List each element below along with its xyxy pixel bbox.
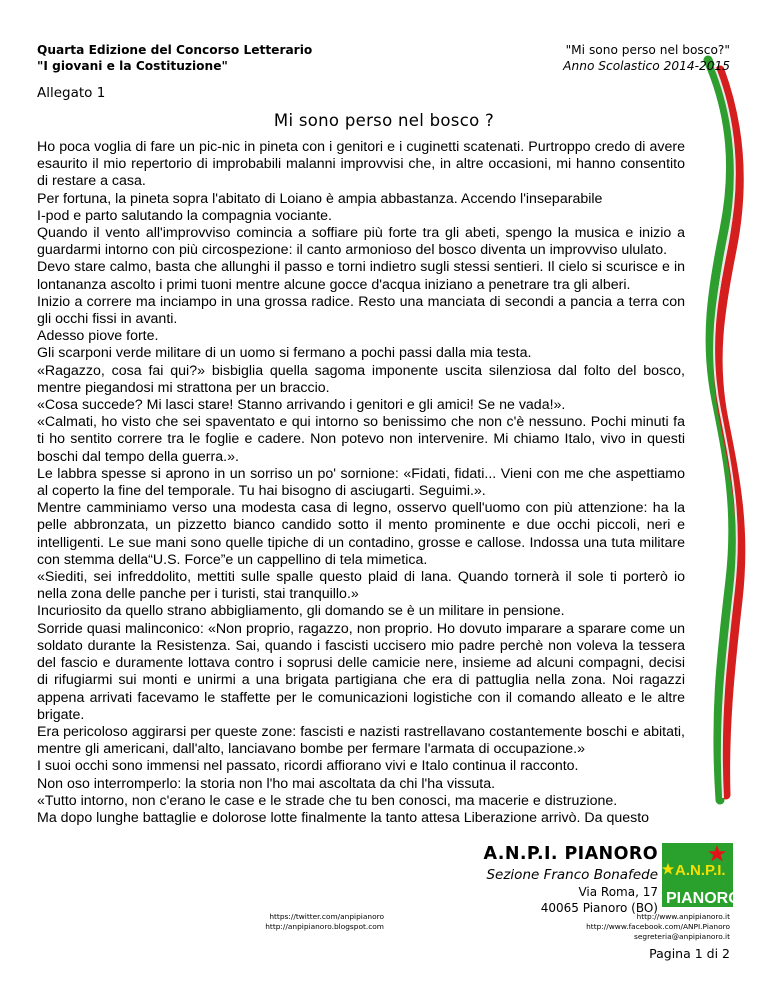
- twitter-link[interactable]: https://twitter.com/anpipianoro: [269, 912, 384, 921]
- paragraph: Sorride quasi malinconico: «Non proprio, ragazzo, non proprio. Ho dovuto imparare a sparare come un soldato durante la Resistenza. Sai, quando i fascisti uccisero mio padre perchè non voleva la tessera del fascio e duramente lottava contro i soprusi delle camicie nere, insieme ad alcuni compagni, decisi di rifugiarmi sui monti e unirmi a una brigata partigiana che era di pattuglia nella zona. Noi ragazzi appena arrivati facevamo le staffette per le comunicazioni logistiche con il comando alleato e le altre brigate.: [37, 620, 685, 723]
- paragraph: «Ragazzo, cosa fai qui?» bisbiglia quella sagoma imponente uscita silenziosa dal folto del bosco, mentre piegandosi mi strattona per un braccio.: [37, 362, 685, 396]
- website-link[interactable]: http://www.anpipianoro.it: [636, 912, 730, 921]
- page-number: Pagina 1 di 2: [649, 946, 730, 961]
- paragraph: I suoi occhi sono immensi nel passato, ricordi affiorano vivi e Italo continua il racconto.: [37, 758, 579, 775]
- address-city: 40065 Pianoro (BO): [540, 901, 658, 915]
- org-name: A.N.P.I. PIANORO: [483, 844, 658, 864]
- paragraph: «Siediti, sei infreddolito, mettiti sulle spalle questo plaid di lana. Quando tornerà il sole ti porterò io nella zona delle panche per i turisti, stai tranquillo.»: [37, 569, 685, 603]
- anpi-logo: [662, 843, 741, 907]
- contest-theme: "I giovani e la Costituzione": [37, 59, 228, 73]
- paragraph: «Cosa succede? Mi lasci stare! Stanno arrivando i genitori e gli amici! Se ne vada!».: [37, 397, 566, 414]
- school-year: Anno Scolastico 2014-2015: [563, 59, 730, 73]
- paragraph: Ho poca voglia di fare un pic-nic in pineta con i genitori e i cuginetti scatenati. Purtroppo credo di avere esaurito il mio repertorio di improbabili malanni improvvisi che, in altre occasioni, mi hanno consentito di restare a casa.: [37, 139, 685, 190]
- facebook-link[interactable]: http://www.facebook.com/ANPI.Pianoro: [586, 922, 730, 931]
- paragraph: Era pericoloso aggirarsi per queste zone: fascisti e nazisti rastrellavano costantemente boschi e abitati, mentre gli americani, dall'alto, lanciavano bombe per fermare l'armata di occupazione.»: [37, 723, 685, 758]
- blog-link[interactable]: http://anpipianoro.blogspot.com: [265, 922, 384, 931]
- paragraph: Non oso interromperlo: la storia non l'ho mai ascoltata da chi l'ha vissuta.: [37, 775, 496, 792]
- org-section: Sezione Franco Bonafede: [486, 867, 658, 883]
- paragraph: Inizio a correre ma inciampo in una grossa radice. Resto una manciata di secondi a pancia a terra con gli occhi fissi in avanti.: [37, 293, 685, 328]
- logo-top-text: A.N.P.I.: [675, 862, 726, 879]
- email-link[interactable]: segreteria@anpipianoro.it: [634, 932, 730, 941]
- contest-header: [37, 42, 312, 74]
- paragraph: I-pod e parto salutando la compagnia vociante.: [37, 207, 332, 224]
- work-header: [563, 42, 730, 74]
- story-title: Mi sono perso nel bosco ?: [273, 111, 495, 130]
- paragraph: Ma dopo lunghe battaglie e dolorose lotte finalmente la tanto attesa Liberazione arrivò. Da questo: [37, 809, 650, 826]
- address-street: Via Roma, 17: [578, 885, 658, 899]
- paragraph: Incuriosito da quello strano abbigliamento, gli domando se è un militare in pensione.: [37, 603, 565, 620]
- paragraph: «Tutto intorno, non c'erano le case e le strade che tu ben conosci, ma macerie e distruzione.: [37, 792, 618, 809]
- paragraph: Devo stare calmo, basta che allunghi il passo e torni indietro sugli stessi sentieri. Il cielo si scurisce e in lontananza ascolto i primi tuoni mentre alcune gocce d'acqua iniziano a penetrare tra gli alberi.: [37, 259, 685, 293]
- story-body: [37, 139, 685, 827]
- paragraph: «Calmati, ho visto che sei spaventato e qui intorno so benissimo che non c'è nessuno. Pochi minuti fa ti ho sentito correre tra le foglie e cadere. Non potevo non intervenire. Mi chiamo Italo, vivo in questi boschi dal tempo della guerra.».: [37, 414, 685, 465]
- contest-edition: Quarta Edizione del Concorso Letterario: [37, 43, 313, 57]
- paragraph: Per fortuna, la pineta sopra l'abitato di Loiano è ampia abbastanza. Accendo l'inseparabile: [37, 190, 603, 207]
- logo-bottom-text: PIANORO: [666, 890, 741, 907]
- paragraph: Gli scarponi verde militare di un uomo si fermano a pochi passi dalla mia testa.: [37, 345, 532, 362]
- attachment-label: Allegato 1: [37, 85, 106, 101]
- social-links-right: [586, 912, 730, 942]
- paragraph: Quando il vento all'improvviso comincia a soffiare più forte tra gli abeti, spengo la musica e inizio a guardarmi intorno con più circospezione: il canto armonioso del bosco diventa un improvviso ululato.: [37, 225, 685, 259]
- tricolor-ribbon: [686, 60, 756, 800]
- social-links-left: [258, 912, 384, 932]
- paragraph: Adesso piove forte.: [37, 328, 159, 345]
- paragraph: Mentre camminiamo verso una modesta casa di legno, osservo quell'uomo con più attenzione: ha la pelle abbronzata, un pizzetto bianco candido sotto il mento prominente e due occhi piccoli, neri e intelligenti. Le sue mani sono quelle tipiche di un contadino, grosse e callose. Indossa una tuta militare con stemma della“U.S. Force”e un cappellino di tela mimetica.: [37, 500, 685, 568]
- work-title: "Mi sono perso nel bosco?": [565, 43, 730, 57]
- paragraph: Le labbra spesse si aprono in un sorriso un po' sornione: «Fidati, fidati... Vieni con me che aspettiamo al coperto la fine del temporale. Tu hai bisogno di asciugarti. Seguimi.».: [37, 465, 685, 500]
